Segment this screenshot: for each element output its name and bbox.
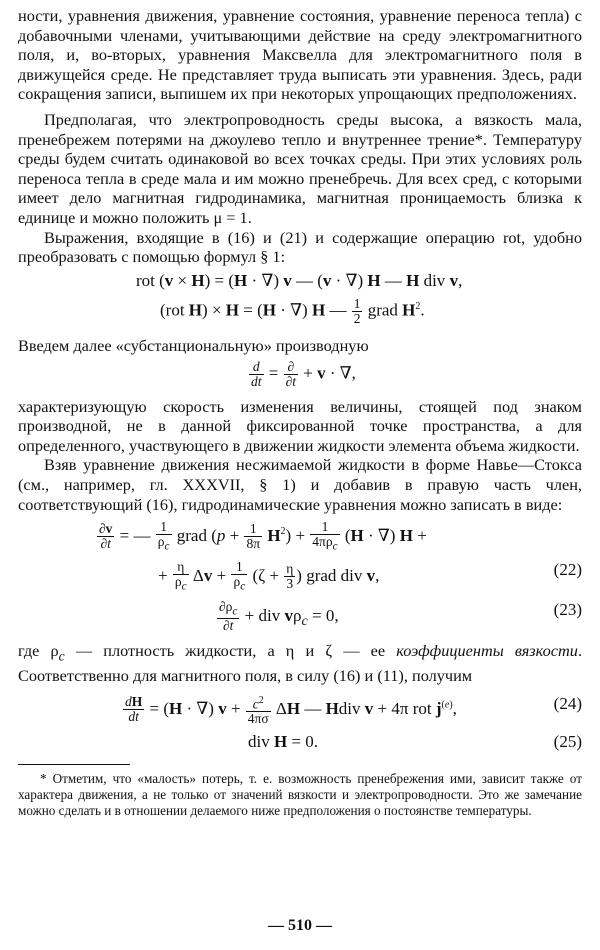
paragraph-7-italic: коэффициенты вязкости bbox=[396, 641, 578, 661]
page-number: — 510 — bbox=[268, 917, 332, 934]
equation-rot-cross: rot (v × H) = (H · ∇) v — (v · ∇) H — H div v, bbox=[136, 270, 463, 290]
paragraph-7-part-a: где ρ bbox=[18, 641, 59, 661]
equation-22-line2: + $\frac{\eta}{\rho_c}$ Δv + $\frac{1}{\rho_c}$ (ζ + $\frac{\eta}{3}$ ) grad div v, (22) bbox=[158, 558, 582, 593]
footnote-divider bbox=[18, 764, 130, 765]
paragraph-6: Взяв уравнение движения несжимаемой жидкости в форме Навье—Стокса (см., например, гл. XXXVII, § 1) и добавив в правую часть член, соответствующий (16), гидродинамические уравнения можно записать в виде: bbox=[18, 455, 582, 514]
equation-substantial-derivative: $\frac{d}{dt}$ = $\frac{\partial}{\partial t}$ + v · ∇, bbox=[251, 358, 356, 389]
footnote-text: * Отметим, что «малость» потерь, т. е. возможность пренебрежения ими, зависит также от характера движения, а не только от значений вязкости и электропроводности. Это же замечание можно сделать и в отношении делаемого ниже предположения о постоянстве температуры. bbox=[18, 771, 582, 819]
paragraph-1: ности, уравнения движения, уравнение состояния, уравнение переноса тепла) с добавочными членами, учитывающими действие на среду электромагнитного поля, и, во-вторых, уравнения Максвелла для электромагнитного поля в движущейся среде. Не представляет труда выписать эти уравнения. Здесь, ради сокращения записи, выпишем их при некоторых упрощающих предположениях. bbox=[18, 6, 582, 104]
equation-number-23: (23) bbox=[553, 599, 582, 619]
page-body bbox=[18, 6, 582, 819]
equation-23: $\frac{\partial\rho_c}{\partial t}$ + div $v\rho_c = 0$, (23) bbox=[219, 598, 582, 634]
equation-22-line1: $\frac{\partial v}{\partial t}$ = — $\frac{1}{\rho_c}$ grad (p + $\frac{1}{8\pi}$ $H^2$) + $\frac{1}{4\pi\rho_c}$ (H · ∇) H + bbox=[99, 519, 427, 553]
paragraph-4: Введем далее «субстанциональную» производную bbox=[18, 335, 369, 355]
equation-number-24: (24) bbox=[553, 693, 582, 713]
paragraph-7: где $\rho_c$ — плотность жидкости, а η и ζ — ее коэффициенты вязкости. Соответственно для магнитного поля, в силу (16) и (11), получим bbox=[18, 641, 583, 686]
paragraph-2: Предполагая, что электропроводность среды высока, а вязкость мала, пренебрежем потерями на джоулево тепло и внутреннее трение*. Температуру среды будем считать одинаковой во всех точках среды. При этих условиях роль переноса тепла в среде мала и им можно пренебречь. Для всех сред, с которыми имеет дело магнитная гидродинамика, магнитная проницаемость близка к единице и можно положить μ = 1. bbox=[18, 109, 582, 227]
equation-25: div H = 0. (25) bbox=[248, 732, 582, 752]
paragraph-7-part-d: . Соответственно для магнитного поля, в силу (16) и (11), получим bbox=[18, 641, 583, 686]
equation-number-25: (25) bbox=[553, 732, 582, 752]
footnote bbox=[18, 771, 582, 819]
paragraph-3: Выражения, входящие в (16) и (21) и содержащие операцию rot, удобно преобразовать с помощью формул § 1: bbox=[18, 227, 582, 267]
paragraph-5: характеризующую скорость изменения величины, стоящей под знаком производной, не в данной фиксированной точке пространства, а для определенного, участвующего в движении жидкости элемента объема жидкости. bbox=[18, 396, 582, 455]
equation-24: $\frac{dH}{dt}$ = (H · ∇) v + $\frac{c^2}{4\pi\sigma}$ ΔH — Hdiv v + 4π rot $j^{(e)}$, (24) bbox=[125, 693, 582, 727]
paragraph-7-part-b: — плотность жидкости, а η и ζ — ее bbox=[64, 641, 397, 661]
equation-number-22: (22) bbox=[553, 559, 582, 579]
equation-rot-h: (rot H) × H = (H · ∇) H — $\frac{1}{2}$ grad $H^2$. bbox=[160, 295, 425, 326]
